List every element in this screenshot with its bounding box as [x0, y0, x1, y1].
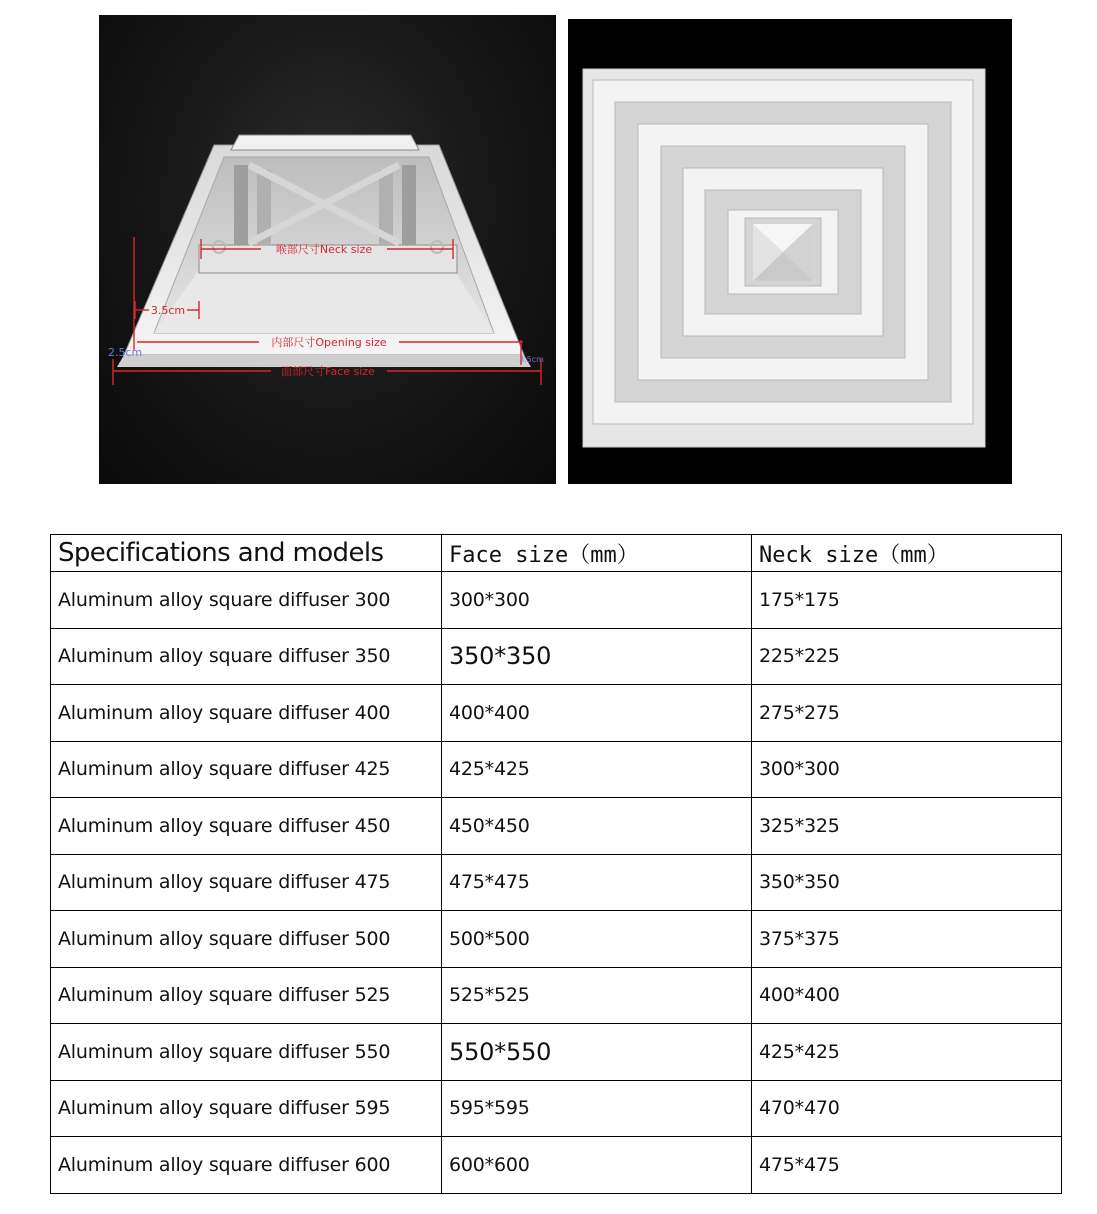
face-size-cell: 525*525 [442, 967, 752, 1024]
neck-size-cell: 300*300 [752, 741, 1062, 798]
model-cell: Aluminum alloy square diffuser 475 [51, 854, 442, 911]
neck-size-cell: 425*425 [752, 1024, 1062, 1081]
left-edge-label: 2.5cm [108, 346, 143, 359]
neck-size-cell: 275*275 [752, 685, 1062, 742]
table-header-row [51, 535, 1062, 572]
face-size-cell: 425*425 [442, 741, 752, 798]
model-cell: Aluminum alloy square diffuser 550 [51, 1024, 442, 1081]
specification-table [50, 534, 1062, 1194]
face-size-cell: 600*600 [442, 1137, 752, 1194]
header-neck-size: Neck size（mm） [752, 535, 1062, 572]
model-cell: Aluminum alloy square diffuser 425 [51, 741, 442, 798]
face-size-cell: 350*350 [442, 628, 752, 685]
model-cell: Aluminum alloy square diffuser 500 [51, 911, 442, 968]
face-size-cell: 400*400 [442, 685, 752, 742]
neck-size-cell: 470*470 [752, 1080, 1062, 1137]
diffuser-front-illustration [568, 19, 1012, 484]
face-size-cell: 500*500 [442, 911, 752, 968]
header-face-size: Face size（mm） [442, 535, 752, 572]
model-cell: Aluminum alloy square diffuser 350 [51, 628, 442, 685]
right-edge-label: 3.5cm [519, 355, 544, 364]
neck-size-cell: 325*325 [752, 798, 1062, 855]
face-size-cell: 475*475 [442, 854, 752, 911]
table-row [51, 685, 1062, 742]
diffuser-front-photo [568, 19, 1012, 484]
face-size-cell: 550*550 [442, 1024, 752, 1081]
model-cell: Aluminum alloy square diffuser 525 [51, 967, 442, 1024]
model-cell: Aluminum alloy square diffuser 300 [51, 572, 442, 629]
model-cell: Aluminum alloy square diffuser 600 [51, 1137, 442, 1194]
table-row [51, 854, 1062, 911]
diffuser-dimension-photo [99, 15, 556, 484]
model-cell: Aluminum alloy square diffuser 450 [51, 798, 442, 855]
table-row [51, 741, 1062, 798]
opening-size-label: 内部尺寸Opening size [271, 336, 387, 349]
table-row [51, 1080, 1062, 1137]
table-row [51, 1024, 1062, 1081]
neck-size-cell: 225*225 [752, 628, 1062, 685]
table-row [51, 628, 1062, 685]
table-row [51, 572, 1062, 629]
neck-size-cell: 400*400 [752, 967, 1062, 1024]
model-cell: Aluminum alloy square diffuser 400 [51, 685, 442, 742]
side-flange-label: 3.5cm [150, 304, 186, 317]
face-size-cell: 300*300 [442, 572, 752, 629]
face-size-cell: 450*450 [442, 798, 752, 855]
model-cell: Aluminum alloy square diffuser 595 [51, 1080, 442, 1137]
header-specifications: Specifications and models [51, 535, 442, 572]
table-row [51, 967, 1062, 1024]
neck-size-cell: 375*375 [752, 911, 1062, 968]
table-row [51, 1137, 1062, 1194]
neck-size-cell: 350*350 [752, 854, 1062, 911]
diffuser-dimension-illustration [99, 15, 556, 484]
neck-size-cell: 175*175 [752, 572, 1062, 629]
neck-size-label: 喉部尺寸Neck size [275, 243, 373, 256]
table-row [51, 798, 1062, 855]
face-size-label: 面部尺寸Face size [281, 365, 375, 378]
neck-size-cell: 475*475 [752, 1137, 1062, 1194]
face-size-cell: 595*595 [442, 1080, 752, 1137]
table-row [51, 911, 1062, 968]
